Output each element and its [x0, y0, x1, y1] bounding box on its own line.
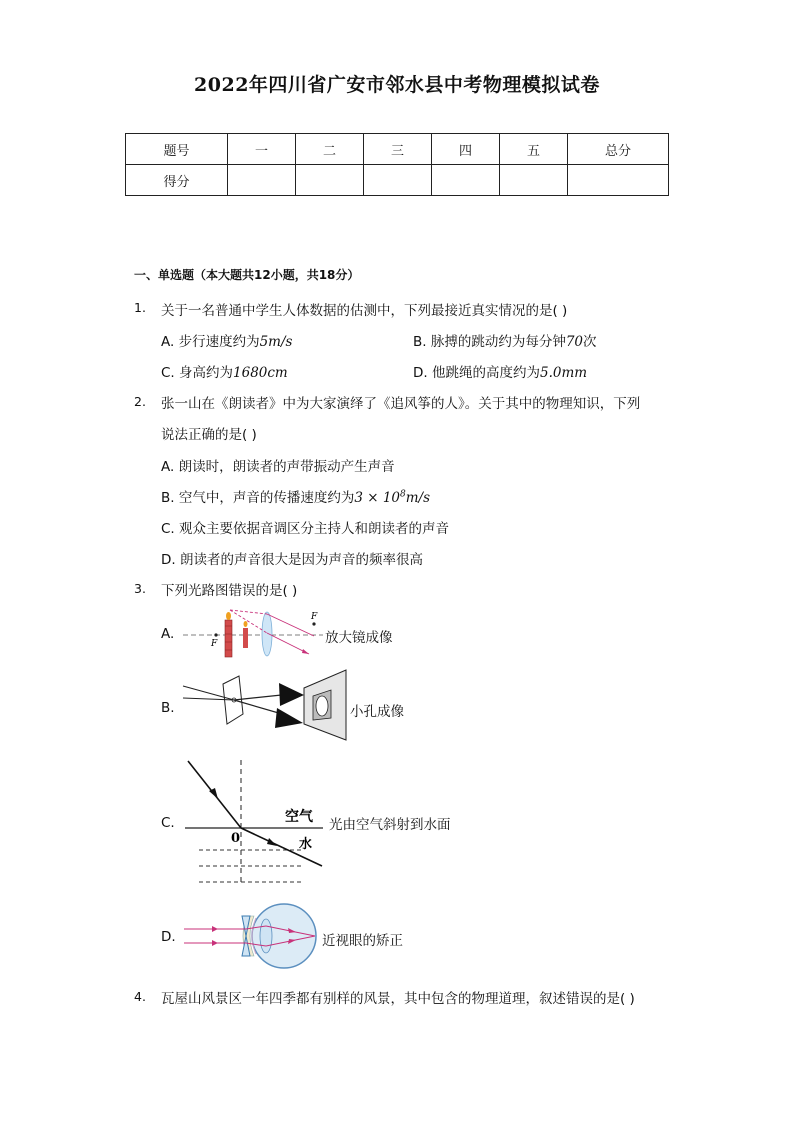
- score-cell: [432, 165, 500, 196]
- diagram-b-caption: 小孔成像: [350, 704, 404, 720]
- option-text: B. 空气中，声音的传播速度约为: [161, 490, 355, 506]
- score-table-score-row: [126, 165, 669, 196]
- question-text: 瓦屋山风景区一年四季都有别样的风景，其中包含的物理道理，叙述错误的是( ): [161, 991, 635, 1007]
- option-exponent: 8: [400, 489, 406, 500]
- question-number: 2.: [134, 394, 146, 409]
- section-heading: 一、单选题（本大题共12小题，共18分）: [134, 268, 360, 282]
- diagram-d-label: D.: [161, 929, 176, 945]
- option-text: B. 脉搏的跳动约为每分钟: [413, 334, 566, 350]
- question-number: 1.: [134, 300, 146, 315]
- score-cell: [296, 165, 364, 196]
- option-a: [161, 330, 292, 350]
- diagram-a-label: A.: [161, 626, 175, 642]
- option-unit: m/s: [405, 490, 431, 506]
- score-cell: [568, 165, 669, 196]
- score-header-cell: 三: [364, 134, 432, 165]
- question-text: 说法正确的是( ): [161, 427, 257, 443]
- score-cell: [364, 165, 432, 196]
- pinhole-diagram: [183, 668, 348, 742]
- option-text: D. 他跳绳的高度约为: [413, 365, 540, 381]
- option-d: D. 朗读者的声音很大是因为声音的频率很高: [161, 552, 423, 568]
- magnifier-diagram: [183, 608, 323, 664]
- score-header-cell: 四: [432, 134, 500, 165]
- option-b: [161, 486, 430, 506]
- score-header-cell: 一: [228, 134, 296, 165]
- option-formula: 5m/s: [259, 334, 293, 350]
- diagram-d-caption: 近视眼的矫正: [322, 933, 403, 949]
- score-header-cell: 题号: [126, 134, 228, 165]
- score-header-cell: 二: [296, 134, 364, 165]
- question-number: 3.: [134, 581, 146, 596]
- myopia-diagram: [184, 902, 320, 970]
- score-table-header-row: [126, 134, 669, 165]
- focus-label-left: F: [211, 639, 218, 649]
- diagram-b-label: B.: [161, 700, 175, 716]
- score-table: [125, 133, 669, 196]
- option-c: C. 观众主要依据音调区分主持人和朗读者的声音: [161, 521, 450, 537]
- option-text: C. 身高约为: [161, 365, 234, 381]
- option-a: A. 朗读时，朗读者的声带振动产生声音: [161, 459, 395, 475]
- option-b: [413, 330, 597, 350]
- question-text: 下列光路图错误的是( ): [161, 583, 298, 599]
- score-cell: [500, 165, 568, 196]
- option-d: [413, 361, 587, 381]
- option-c: [161, 361, 288, 381]
- option-formula: 1680cm: [233, 365, 288, 381]
- refraction-diagram: [185, 758, 325, 888]
- diagram-c-caption: 光由空气斜射到水面: [329, 817, 451, 833]
- option-text: 次: [583, 334, 597, 350]
- score-header-cell: 总分: [568, 134, 669, 165]
- score-cell: [228, 165, 296, 196]
- question-text: 关于一名普通中学生人体数据的估测中，下列最接近真实情况的是( ): [161, 303, 568, 319]
- focus-label-right: F: [311, 612, 318, 622]
- option-formula: 70: [565, 334, 584, 350]
- origin-label: 0: [231, 831, 241, 846]
- option-formula: 3 × 10: [354, 490, 401, 506]
- question-text: 张一山在《朗读者》中为大家演绎了《追风筝的人》。关于其中的物理知识，下列: [161, 396, 641, 412]
- diagram-a-caption: 放大镜成像: [325, 630, 393, 646]
- option-text: A. 步行速度约为: [161, 334, 260, 350]
- diagram-c-label: C.: [161, 815, 175, 831]
- question-number: 4.: [134, 989, 146, 1004]
- air-label: 空气: [285, 809, 313, 825]
- water-label: 水: [299, 837, 313, 852]
- option-formula: 5.0mm: [539, 365, 588, 381]
- score-header-cell: 五: [500, 134, 568, 165]
- exam-title: 2022年四川省广安市邻水县中考物理模拟试卷: [194, 74, 600, 96]
- score-row-label: 得分: [126, 165, 228, 196]
